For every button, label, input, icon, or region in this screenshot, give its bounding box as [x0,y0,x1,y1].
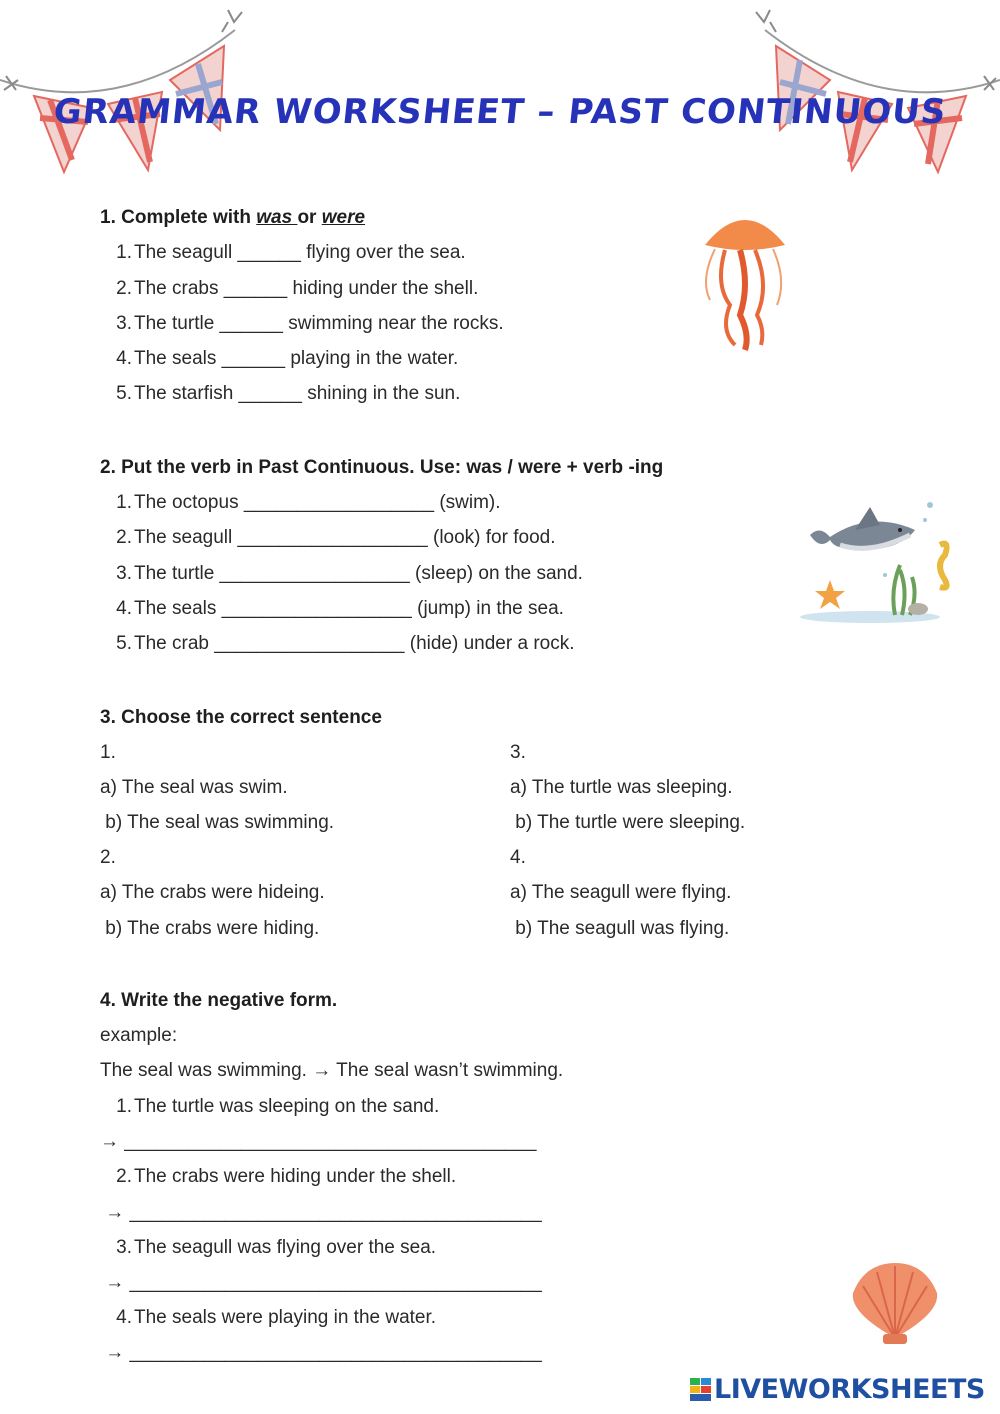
question-number: 4. [510,847,526,868]
choice-option[interactable]: a) The seagull were flying. [510,882,732,903]
list-item: 3. The turtle ______ swimming near the rocks. [116,313,504,334]
question-number: 3. [510,742,526,763]
example-sentence: The seal was swimming. → The seal wasn’t swimming. [100,1060,564,1081]
list-item: 1. The turtle was sleeping on the sand. [116,1096,440,1117]
list-item: 2. The crabs were hiding under the shell. [116,1166,457,1187]
answer-blank[interactable]: → _______________________________________ [100,1131,537,1152]
list-item: 2. The crabs ______ hiding under the shell. [116,278,479,299]
shark-scene-icon [800,495,960,625]
answer-blank[interactable]: → _______________________________________ [100,1272,542,1293]
list-item: 1. The octopus __________________ (swim). [116,492,501,513]
choice-option[interactable]: b) The seagull was flying. [510,918,730,939]
choice-option[interactable]: a) The seal was swim. [100,777,288,798]
choice-option[interactable]: b) The turtle were sleeping. [510,812,746,833]
section-3-heading: 3. Choose the correct sentence [100,707,382,728]
brand-name: LIVEWORKSHEETS [714,1373,985,1405]
choice-option[interactable]: b) The crabs were hiding. [100,918,320,939]
list-item: 3. The seagull was flying over the sea. [116,1237,437,1258]
list-item: 2. The seagull __________________ (look) for food. [116,527,556,548]
list-item: 1. The seagull ______ flying over the sea. [116,242,466,263]
section-4-heading: 4. Write the negative form. [100,990,338,1011]
question-number: 2. [100,847,116,868]
jellyfish-icon [695,205,795,355]
answer-blank[interactable]: → _______________________________________ [100,1342,542,1363]
shell-icon [845,1258,945,1348]
question-number: 1. [100,742,116,763]
list-item: 4. The seals were playing in the water. [116,1307,437,1328]
answer-blank[interactable]: → _______________________________________ [100,1202,542,1223]
choice-option[interactable]: b) The seal was swimming. [100,812,335,833]
logo-mark-icon [690,1376,712,1402]
example-label: example: [100,1025,178,1046]
section-2-heading: 2. Put the verb in Past Continuous. Use: was / were + verb -ing [100,457,664,478]
liveworksheets-logo[interactable] [690,1374,985,1404]
list-item: 5. The starfish ______ shining in the sun. [116,383,461,404]
page-title: GRAMMAR WORKSHEET – PAST CONTINUOUS [51,92,949,132]
choice-option[interactable]: a) The turtle was sleeping. [510,777,733,798]
section-1-heading: 1. Complete with was or were [100,207,366,228]
choice-option[interactable]: a) The crabs were hideing. [100,882,325,903]
list-item: 3. The turtle __________________ (sleep) on the sand. [116,563,583,584]
list-item: 4. The seals __________________ (jump) in the sea. [116,598,564,619]
list-item: 5. The crab __________________ (hide) under a rock. [116,633,575,654]
list-item: 4. The seals ______ playing in the water. [116,348,459,369]
